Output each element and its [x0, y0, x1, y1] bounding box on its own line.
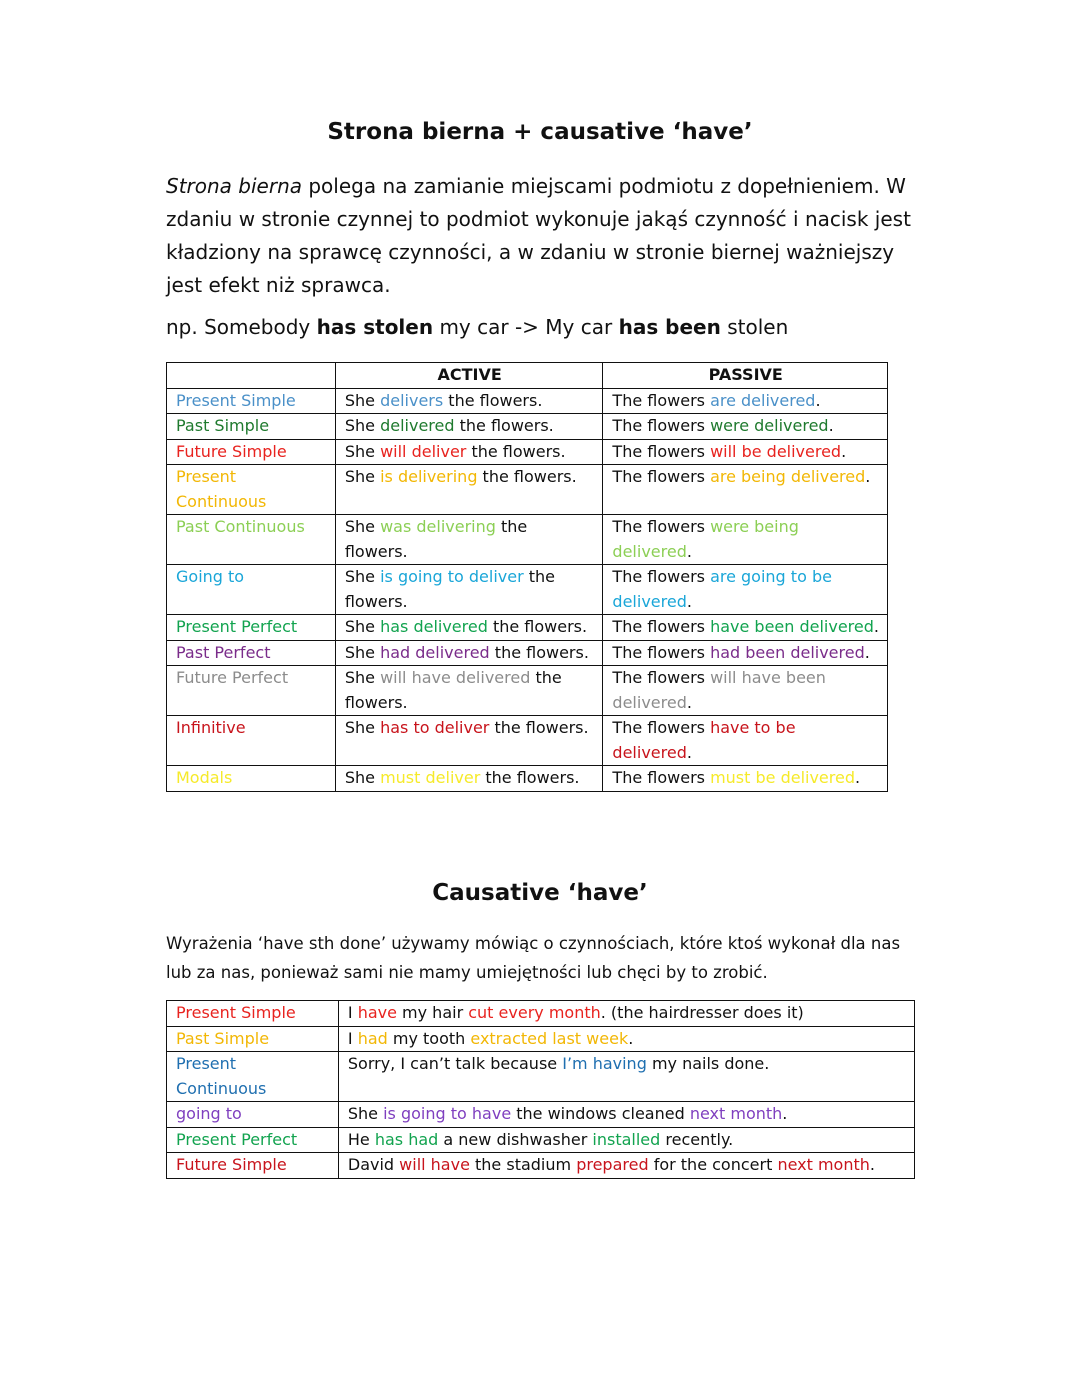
example-text: I	[347, 1003, 358, 1022]
active-cell	[335, 414, 603, 440]
passive-text: The flowers	[612, 567, 711, 586]
table-row	[167, 666, 888, 716]
active-highlight: has delivered	[380, 617, 488, 636]
active-highlight: delivers	[380, 390, 444, 410]
tense-cell: Present Simple	[167, 1001, 339, 1027]
active-highlight: is going to deliver	[380, 567, 524, 586]
example-highlight: installed	[592, 1129, 661, 1149]
active-text: the flowers.	[489, 642, 589, 662]
active-text: the flowers.	[466, 441, 566, 461]
example-text: Sorry, I can’t talk because	[347, 1054, 563, 1073]
active-text: She	[344, 416, 381, 435]
active-text: She	[344, 467, 381, 486]
header-passive: PASSIVE	[603, 363, 888, 389]
example-text: stolen	[720, 315, 789, 339]
passive-cell	[603, 565, 888, 615]
passive-cell	[603, 615, 888, 641]
example-text: .	[628, 1028, 634, 1048]
passive-text: The flowers	[612, 517, 711, 536]
table-row	[167, 1102, 915, 1128]
example-text: my nails done.	[646, 1054, 770, 1073]
example-bold-verb: has been	[618, 315, 721, 339]
table-row	[167, 1026, 915, 1052]
table-row	[167, 615, 888, 641]
example-highlight: next month	[689, 1104, 783, 1123]
causative-title: Causative ‘have’	[432, 880, 648, 906]
example-text: David	[347, 1155, 400, 1174]
passive-text: .	[841, 441, 847, 461]
active-cell	[335, 465, 603, 515]
active-highlight: was delivering	[380, 517, 496, 536]
passive-text: The flowers	[612, 668, 711, 687]
passive-highlight: are being delivered	[710, 467, 866, 486]
table-row	[167, 640, 888, 666]
table-row	[167, 465, 888, 515]
passive-cell	[603, 388, 888, 414]
tense-cell: Present Simple	[167, 388, 336, 414]
active-text: the flowers.	[454, 416, 554, 435]
header-active: ACTIVE	[335, 363, 603, 389]
example-highlight: will have	[399, 1155, 470, 1174]
passive-text: The flowers	[612, 642, 711, 662]
passive-cell	[603, 515, 888, 565]
active-highlight: delivered	[380, 416, 455, 435]
active-highlight: has to deliver	[380, 718, 490, 737]
passive-cell	[603, 640, 888, 666]
passive-text: The flowers	[612, 416, 711, 435]
intro-text: polega na zamianie miejscami podmiotu z dopełnieniem. W zdaniu w stronie czynnej to podmiot wykonuje jakąś czynność i nacisk jest kładziony na sprawcę czynności, a w zdaniu w stronie biernej ważniejszy jest efekt niż sprawca.	[166, 174, 911, 297]
intro-italic-term: Strona bierna	[166, 174, 302, 198]
example-highlight: have	[357, 1003, 397, 1022]
header-tense	[167, 363, 336, 389]
passive-highlight: have to be delivered	[612, 718, 796, 762]
active-cell	[335, 766, 603, 792]
passive-highlight: were being delivered	[612, 517, 799, 561]
active-cell	[335, 565, 603, 615]
intro-paragraph	[166, 170, 926, 302]
example-text: .	[782, 1104, 788, 1123]
example-text: my hair	[396, 1003, 469, 1022]
passive-highlight: had been delivered	[710, 642, 865, 662]
passive-cell	[603, 766, 888, 792]
passive-text: The flowers	[612, 768, 711, 787]
causative-description: Wyrażenia ‘have sth done’ używamy mówiąc o czynnościach, które ktoś wykonał dla nas lub za nas, ponieważ sami nie mamy umiejętności lub chęci by to zrobić.	[166, 934, 901, 982]
passive-text: .	[864, 642, 870, 662]
active-cell	[335, 615, 603, 641]
tense-cell: Past Simple	[167, 1026, 339, 1052]
table-row	[167, 414, 888, 440]
example-highlight: prepared	[576, 1155, 649, 1174]
active-text: She	[344, 441, 381, 461]
active-cell	[335, 716, 603, 766]
passive-text: .	[865, 467, 871, 486]
example-highlight: cut every month	[468, 1003, 601, 1022]
example-highlight: next month	[777, 1155, 870, 1174]
active-cell	[335, 515, 603, 565]
example-text: I	[347, 1028, 358, 1048]
example-text: my car -> My car	[433, 315, 619, 339]
example-highlight: has had	[374, 1129, 439, 1149]
active-highlight: will have delivered	[380, 668, 531, 687]
table-row	[167, 1127, 915, 1153]
table-row	[167, 565, 888, 615]
table-row	[167, 716, 888, 766]
active-text: the flowers.	[344, 668, 562, 712]
passive-highlight: are going to be delivered	[612, 567, 832, 611]
example-cell	[338, 1052, 914, 1102]
active-highlight: will deliver	[380, 441, 467, 461]
example-text: the stadium	[469, 1155, 577, 1174]
tense-cell: Going to	[167, 565, 336, 615]
active-text: the flowers.	[477, 467, 577, 486]
passive-text: .	[815, 390, 821, 410]
example-highlight: extracted last week	[470, 1028, 629, 1048]
tense-cell: Present Perfect	[167, 1127, 339, 1153]
example-text: a new dishwasher	[438, 1129, 593, 1149]
passive-highlight: are delivered	[710, 390, 816, 410]
tense-cell: Future Perfect	[167, 666, 336, 716]
active-text: the flowers.	[344, 517, 528, 561]
example-bold-verb: has stolen	[316, 315, 434, 339]
passive-text: The flowers	[612, 718, 711, 737]
table-row	[167, 388, 888, 414]
example-sentence	[166, 315, 788, 339]
active-cell	[335, 666, 603, 716]
page-title: Strona bierna + causative ‘have’	[327, 119, 753, 145]
example-cell	[338, 1153, 914, 1179]
passive-cell	[603, 666, 888, 716]
passive-text: The flowers	[612, 441, 711, 461]
example-cell	[338, 1026, 914, 1052]
active-text: She	[344, 517, 381, 536]
table-row	[167, 439, 888, 465]
active-cell	[335, 388, 603, 414]
passive-cell	[603, 414, 888, 440]
example-text: She	[347, 1104, 384, 1123]
active-text: She	[344, 718, 381, 737]
passive-highlight: were delivered	[710, 416, 829, 435]
passive-voice-table	[166, 362, 888, 792]
tense-cell: Present Continuous	[167, 1052, 339, 1102]
passive-highlight: will have been delivered	[612, 668, 826, 712]
passive-text: The flowers	[612, 467, 711, 486]
example-highlight: is going to have	[383, 1104, 512, 1123]
passive-text: .	[686, 541, 692, 561]
tense-cell: Modals	[167, 766, 336, 792]
passive-cell	[603, 439, 888, 465]
passive-table-header-row	[167, 363, 888, 389]
table-row	[167, 1153, 915, 1179]
table-row	[167, 1001, 915, 1027]
active-text: the flowers.	[487, 617, 588, 636]
tense-cell: Infinitive	[167, 716, 336, 766]
active-text: She	[344, 642, 381, 662]
passive-cell	[603, 716, 888, 766]
table-row	[167, 515, 888, 565]
passive-text: .	[828, 416, 834, 435]
example-text: .	[869, 1155, 875, 1174]
tense-cell: Future Simple	[167, 439, 336, 465]
active-text: She	[344, 617, 381, 636]
active-text: She	[344, 567, 381, 586]
tense-cell: Present Perfect	[167, 615, 336, 641]
active-highlight: had delivered	[380, 642, 490, 662]
passive-text: .	[686, 591, 692, 611]
example-highlight: had	[357, 1028, 388, 1048]
active-cell	[335, 439, 603, 465]
example-text: my tooth	[387, 1028, 471, 1048]
passive-highlight: must be delivered	[710, 768, 855, 787]
table-row	[167, 1052, 915, 1102]
example-text: np. Somebody	[166, 315, 317, 339]
example-cell	[338, 1127, 914, 1153]
active-text: the flowers.	[489, 718, 589, 737]
example-text: for the concert	[648, 1155, 778, 1174]
passive-cell	[603, 465, 888, 515]
example-cell	[338, 1102, 914, 1128]
example-text: the windows cleaned	[511, 1104, 690, 1123]
passive-text: The flowers	[612, 617, 711, 636]
tense-cell: going to	[167, 1102, 339, 1128]
tense-cell: Past Simple	[167, 414, 336, 440]
example-text: recently.	[660, 1129, 734, 1149]
active-text: the flowers.	[344, 567, 555, 611]
causative-have-table	[166, 1000, 915, 1179]
passive-highlight: have been delivered	[710, 617, 874, 636]
active-text: She	[344, 768, 381, 787]
tense-cell: Present Continuous	[167, 465, 336, 515]
tense-cell: Past Continuous	[167, 515, 336, 565]
passive-text: The flowers	[612, 390, 711, 410]
example-highlight: I’m having	[562, 1054, 647, 1073]
active-text: the flowers.	[480, 768, 580, 787]
table-row	[167, 766, 888, 792]
active-text: She	[344, 668, 381, 687]
example-text: . (the hairdresser does it)	[600, 1003, 804, 1022]
passive-highlight: will be delivered	[710, 441, 842, 461]
example-text: He	[347, 1129, 375, 1149]
example-cell	[338, 1001, 914, 1027]
active-highlight: is delivering	[380, 467, 478, 486]
passive-text: .	[686, 692, 692, 712]
active-highlight: must deliver	[380, 768, 481, 787]
passive-text: .	[855, 768, 861, 787]
active-text: She	[344, 390, 381, 410]
tense-cell: Past Perfect	[167, 640, 336, 666]
tense-cell: Future Simple	[167, 1153, 339, 1179]
active-cell	[335, 640, 603, 666]
passive-text: .	[686, 742, 692, 762]
passive-text: .	[873, 617, 879, 636]
active-text: the flowers.	[443, 390, 543, 410]
